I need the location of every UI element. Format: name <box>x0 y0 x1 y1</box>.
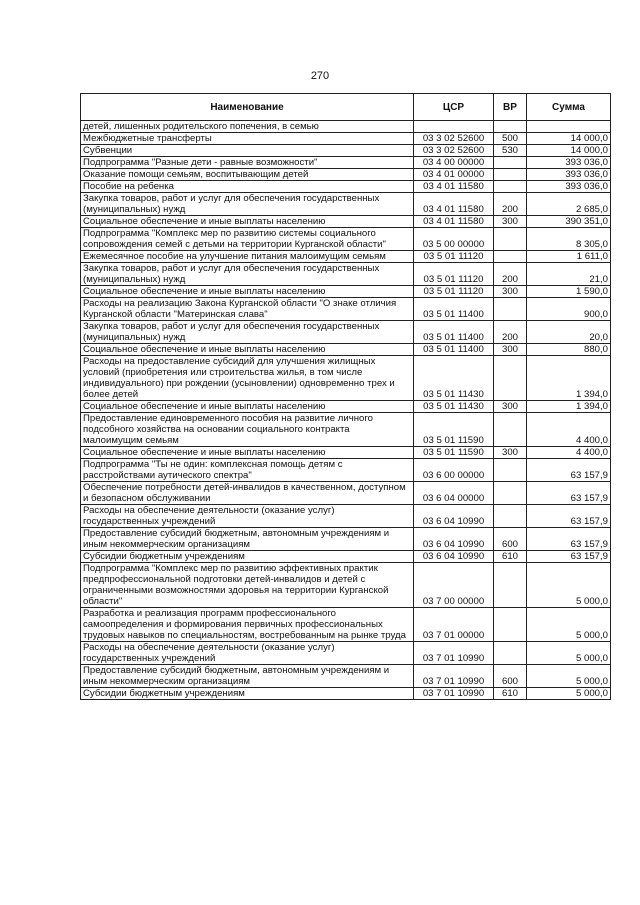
row-cell-vr: 200 <box>494 321 527 344</box>
row-cell-sum: 5 000,0 <box>527 608 611 642</box>
row-cell-csr: 03 7 01 10990 <box>414 665 494 688</box>
row-cell-name: детей, лишенных родительского попечения, в семью <box>81 121 414 133</box>
row-cell-sum: 14 000,0 <box>527 145 611 157</box>
row-cell-csr: 03 3 02 52600 <box>414 133 494 145</box>
row-cell-sum: 20,0 <box>527 321 611 344</box>
table-row <box>81 251 611 263</box>
row-cell-vr <box>494 121 527 133</box>
row-cell-csr: 03 5 01 11120 <box>414 286 494 298</box>
table-row <box>81 688 611 700</box>
table-row <box>81 133 611 145</box>
row-cell-name: Подпрограмма "Разные дети - равные возможности" <box>81 157 414 169</box>
row-cell-csr: 03 5 01 11400 <box>414 298 494 321</box>
row-cell-vr <box>494 505 527 528</box>
row-cell-sum: 21,0 <box>527 263 611 286</box>
row-cell-name: Ежемесячное пособие на улучшение питания малоимущим семьям <box>81 251 414 263</box>
table-row <box>81 401 611 413</box>
table-row <box>81 642 611 665</box>
row-cell-sum: 900,0 <box>527 298 611 321</box>
row-cell-csr: 03 5 00 00000 <box>414 228 494 251</box>
row-cell-name: Оказание помощи семьям, воспитывающим детей <box>81 169 414 181</box>
row-cell-name: Закупка товаров, работ и услуг для обеспечения государственных (муниципальных) нужд <box>81 193 414 216</box>
table-row <box>81 344 611 356</box>
row-cell-sum: 14 000,0 <box>527 133 611 145</box>
row-cell-name: Социальное обеспечение и иные выплаты населению <box>81 447 414 459</box>
budget-table <box>80 93 611 700</box>
row-cell-csr: 03 6 00 00000 <box>414 459 494 482</box>
row-cell-sum: 4 400,0 <box>527 413 611 447</box>
row-cell-csr: 03 4 01 00000 <box>414 169 494 181</box>
row-cell-sum: 393 036,0 <box>527 157 611 169</box>
row-cell-name: Социальное обеспечение и иные выплаты населению <box>81 286 414 298</box>
table-row <box>81 169 611 181</box>
table-row <box>81 459 611 482</box>
row-cell-csr: 03 5 01 11430 <box>414 401 494 413</box>
table-body <box>81 121 611 700</box>
table-row <box>81 157 611 169</box>
row-cell-csr: 03 5 01 11120 <box>414 263 494 286</box>
row-cell-vr <box>494 459 527 482</box>
table-row <box>81 321 611 344</box>
row-cell-csr: 03 6 04 10990 <box>414 528 494 551</box>
table-row <box>81 298 611 321</box>
table-row <box>81 482 611 505</box>
row-cell-name: Предоставление субсидий бюджетным, автономным учреждениям и иным некоммерческим организациям <box>81 665 414 688</box>
row-cell-csr: 03 4 01 11580 <box>414 193 494 216</box>
row-cell-vr <box>494 413 527 447</box>
row-cell-vr <box>494 169 527 181</box>
row-cell-sum: 63 157,9 <box>527 551 611 563</box>
table-row <box>81 193 611 216</box>
table-row <box>81 608 611 642</box>
row-cell-name: Субвенции <box>81 145 414 157</box>
table-row <box>81 216 611 228</box>
row-cell-sum: 393 036,0 <box>527 169 611 181</box>
row-cell-vr <box>494 563 527 608</box>
row-cell-csr: 03 5 01 11590 <box>414 413 494 447</box>
row-cell-name: Предоставление единовременного пособия на развитие личного подсобного хозяйства на основании социального контракта малоимущим семьям <box>81 413 414 447</box>
row-cell-vr <box>494 642 527 665</box>
row-cell-name: Расходы на реализацию Закона Курганской области "О знаке отличия Курганской области "Материнская слава" <box>81 298 414 321</box>
row-cell-name: Разработка и реализация программ профессионального самоопределения и формирования первичных профессиональных трудовых навыков по специальностям, востребованным на рынке труда <box>81 608 414 642</box>
table-row <box>81 528 611 551</box>
row-cell-csr: 03 4 01 11580 <box>414 181 494 193</box>
row-cell-sum <box>527 121 611 133</box>
row-cell-vr: 610 <box>494 551 527 563</box>
row-cell-sum: 63 157,9 <box>527 459 611 482</box>
row-cell-sum: 390 351,0 <box>527 216 611 228</box>
row-cell-sum: 5 000,0 <box>527 642 611 665</box>
row-cell-vr: 530 <box>494 145 527 157</box>
row-cell-csr: 03 5 01 11400 <box>414 344 494 356</box>
row-cell-vr <box>494 157 527 169</box>
row-cell-vr: 300 <box>494 344 527 356</box>
page-number: 270 <box>310 70 330 82</box>
row-cell-vr: 610 <box>494 688 527 700</box>
table-row <box>81 228 611 251</box>
row-cell-sum: 1 394,0 <box>527 356 611 401</box>
row-cell-sum: 4 400,0 <box>527 447 611 459</box>
row-cell-sum: 5 000,0 <box>527 688 611 700</box>
row-cell-name: Обеспечение потребности детей-инвалидов в качественном, доступном и безопасном обслуживании <box>81 482 414 505</box>
table-row <box>81 563 611 608</box>
row-cell-name: Закупка товаров, работ и услуг для обеспечения государственных (муниципальных) нужд <box>81 321 414 344</box>
table-row <box>81 181 611 193</box>
row-cell-csr: 03 5 01 11430 <box>414 356 494 401</box>
row-cell-vr <box>494 298 527 321</box>
row-cell-csr: 03 4 01 11580 <box>414 216 494 228</box>
row-cell-sum: 880,0 <box>527 344 611 356</box>
row-cell-name: Социальное обеспечение и иные выплаты населению <box>81 401 414 413</box>
row-cell-csr: 03 6 04 10990 <box>414 551 494 563</box>
row-cell-sum: 63 157,9 <box>527 482 611 505</box>
row-cell-vr <box>494 181 527 193</box>
table-row <box>81 263 611 286</box>
row-cell-name: Подпрограмма "Ты не один: комплексная помощь детям с расстройствами аутического спектра" <box>81 459 414 482</box>
row-cell-csr: 03 7 00 00000 <box>414 563 494 608</box>
row-cell-name: Закупка товаров, работ и услуг для обеспечения государственных (муниципальных) нужд <box>81 263 414 286</box>
row-cell-vr: 200 <box>494 193 527 216</box>
row-cell-vr: 300 <box>494 447 527 459</box>
column-header-csr: ЦСР <box>414 94 494 121</box>
column-header-sum: Сумма <box>527 94 611 121</box>
row-cell-name: Социальное обеспечение и иные выплаты населению <box>81 344 414 356</box>
row-cell-vr: 200 <box>494 263 527 286</box>
row-cell-name: Субсидии бюджетным учреждениям <box>81 688 414 700</box>
row-cell-csr: 03 6 04 10990 <box>414 505 494 528</box>
row-cell-vr <box>494 228 527 251</box>
row-cell-vr <box>494 482 527 505</box>
row-cell-name: Расходы на обеспечение деятельности (оказание услуг) государственных учреждений <box>81 505 414 528</box>
row-cell-vr: 500 <box>494 133 527 145</box>
row-cell-sum: 63 157,9 <box>527 505 611 528</box>
column-header-vr: ВР <box>494 94 527 121</box>
table-row <box>81 121 611 133</box>
row-cell-sum: 8 305,0 <box>527 228 611 251</box>
row-cell-csr: 03 7 01 00000 <box>414 608 494 642</box>
row-cell-vr <box>494 356 527 401</box>
table-header-row <box>81 94 611 121</box>
row-cell-vr: 600 <box>494 528 527 551</box>
row-cell-sum: 63 157,9 <box>527 528 611 551</box>
row-cell-csr: 03 6 04 00000 <box>414 482 494 505</box>
column-header-name: Наименование <box>81 94 414 121</box>
row-cell-name: Социальное обеспечение и иные выплаты населению <box>81 216 414 228</box>
row-cell-vr: 300 <box>494 401 527 413</box>
row-cell-name: Субсидии бюджетным учреждениям <box>81 551 414 563</box>
table-row <box>81 286 611 298</box>
row-cell-name: Подпрограмма "Комплекс мер по развитию эффективных практик предпрофессиональной подготовки детей-инвалидов и детей с ограниченными возможностями здоровья на территории Курганской области" <box>81 563 414 608</box>
row-cell-vr: 300 <box>494 286 527 298</box>
row-cell-sum: 1 394,0 <box>527 401 611 413</box>
row-cell-sum: 1 611,0 <box>527 251 611 263</box>
row-cell-name: Пособие на ребенка <box>81 181 414 193</box>
row-cell-sum: 393 036,0 <box>527 181 611 193</box>
row-cell-sum: 5 000,0 <box>527 563 611 608</box>
row-cell-vr: 300 <box>494 216 527 228</box>
table-row <box>81 665 611 688</box>
table-row <box>81 413 611 447</box>
row-cell-sum: 2 685,0 <box>527 193 611 216</box>
row-cell-csr: 03 5 01 11590 <box>414 447 494 459</box>
row-cell-sum: 5 000,0 <box>527 665 611 688</box>
table-row <box>81 505 611 528</box>
row-cell-name: Расходы на обеспечение деятельности (оказание услуг) государственных учреждений <box>81 642 414 665</box>
row-cell-csr: 03 3 02 52600 <box>414 145 494 157</box>
row-cell-csr: 03 7 01 10990 <box>414 688 494 700</box>
row-cell-csr: 03 5 01 11120 <box>414 251 494 263</box>
row-cell-vr <box>494 251 527 263</box>
row-cell-name: Межбюджетные трансферты <box>81 133 414 145</box>
row-cell-csr <box>414 121 494 133</box>
row-cell-vr: 600 <box>494 665 527 688</box>
table-row <box>81 145 611 157</box>
row-cell-csr: 03 7 01 10990 <box>414 642 494 665</box>
table-row <box>81 356 611 401</box>
row-cell-csr: 03 4 00 00000 <box>414 157 494 169</box>
row-cell-name: Предоставление субсидий бюджетным, автономным учреждениям и иным некоммерческим организациям <box>81 528 414 551</box>
table-row <box>81 447 611 459</box>
row-cell-vr <box>494 608 527 642</box>
table-row <box>81 551 611 563</box>
row-cell-csr: 03 5 01 11400 <box>414 321 494 344</box>
row-cell-name: Подпрограмма "Комплекс мер по развитию системы социального сопровождения семей с детьми на территории Курганской области" <box>81 228 414 251</box>
row-cell-sum: 1 590,0 <box>527 286 611 298</box>
row-cell-name: Расходы на предоставление субсидий для улучшения жилищных условий (приобретения или строительства жилья, в том числе индивидуального) при рождении (усыновлении) одновременно трех и более детей <box>81 356 414 401</box>
